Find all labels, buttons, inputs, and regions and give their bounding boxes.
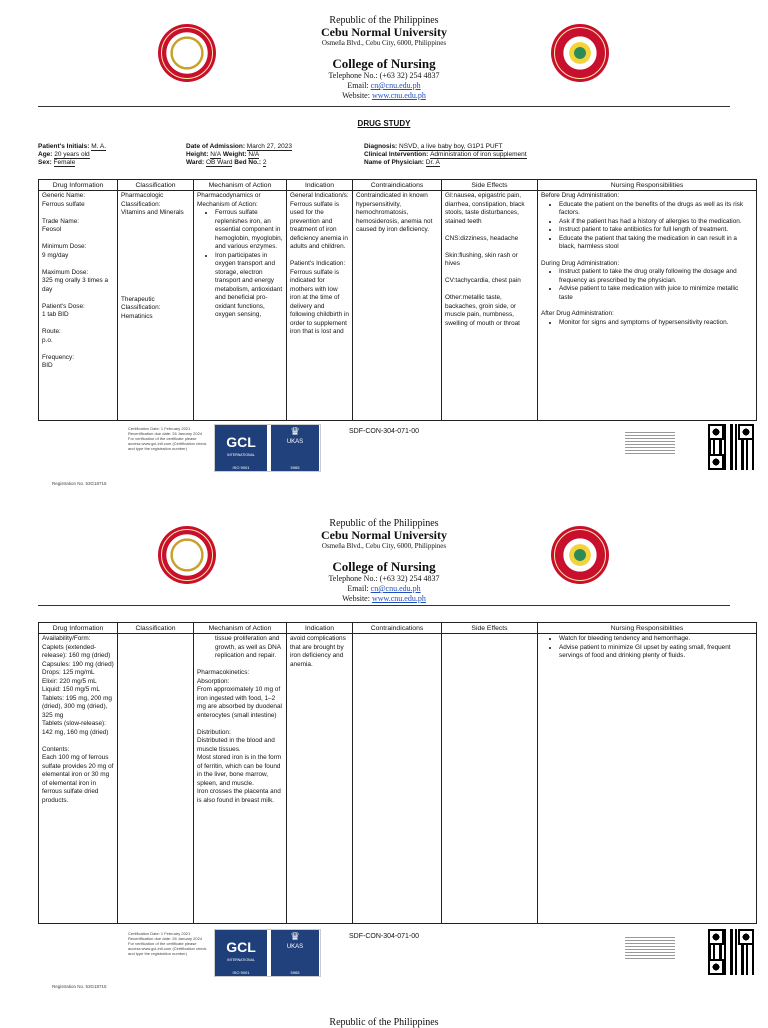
col-header-classification: Classification xyxy=(118,180,194,191)
website-line xyxy=(0,91,768,101)
pharmacokinetics-absorption: Pharmacokinetics: Absorption: From approximately 10 mg of iron ingested with food, 1–2 mg are absorbed by duodenal enterocytes (small intestine) xyxy=(197,669,282,719)
email-line xyxy=(0,584,768,594)
cell-nursing-responsibilities xyxy=(538,191,757,421)
list-item: • Ferrous sulfate replenishes iron, an essential component in hemoglobin, myoglobin, and various enzymes. xyxy=(215,209,283,252)
email-label: Email: xyxy=(347,81,371,90)
before-admin-title: Before Drug Administration: xyxy=(541,192,620,199)
trade-name: Trade Name: Feosol xyxy=(42,217,80,233)
patient-info-col1 xyxy=(38,143,106,167)
after-admin-list xyxy=(541,319,753,328)
during-admin-title: During Drug Administration: xyxy=(541,259,620,267)
distribution: Distribution: Distributed in the blood and muscle tissues. Most stored iron is in the form of ferritin, which can be found in the liver, bone marrow, spleen, and muscle. Iron crosses the placenta and is also found in breast milk. xyxy=(197,728,282,804)
document-code: SDF-CON-304-071-00 xyxy=(348,933,420,940)
college-name: College of Nursing xyxy=(332,559,436,574)
col-header-side-effects: Side Effects xyxy=(442,623,538,634)
after-admin-title: After Drug Administration: xyxy=(541,310,614,317)
list-item: • Educate the patient that taking the medication in can result in a black, harmless stool xyxy=(559,235,753,252)
cell-mechanism xyxy=(194,634,287,924)
height-value: N/A xyxy=(210,151,222,158)
qr-finder xyxy=(738,929,754,945)
cell-classification xyxy=(118,191,194,421)
registration-number: Registration No. 53G18715 xyxy=(52,984,107,989)
crown-icon: ♛ xyxy=(290,931,300,943)
letterhead xyxy=(0,15,768,101)
cell-indication xyxy=(287,634,353,924)
patient-indication: Patient's Indication: Ferrous sulfate is indicated for mothers with low iron at the time of delivery and following childbirth in order to supplement iron that is lost and xyxy=(290,260,349,335)
admission-label: Date of Admission: xyxy=(186,143,247,150)
cell-indication xyxy=(287,191,353,421)
document-page-1 xyxy=(0,0,768,500)
indication-continued: avoid complications that are brought by iron deficiency and anemia. xyxy=(290,635,346,668)
list-item: • Instruct patient to take antibiotics for full length of treatment. xyxy=(559,226,753,235)
col-header-drug-info: Drug Information xyxy=(39,623,118,634)
telephone: Telephone No.: (+63 32) 254 4837 xyxy=(328,574,440,583)
email-link[interactable]: cn@cnu.edu.ph xyxy=(370,81,421,90)
university-name: Cebu Normal University xyxy=(321,528,447,542)
col-header-indication: Indication xyxy=(287,180,353,191)
minimum-dose: Minimum Dose: 9 mg/day xyxy=(42,243,87,259)
list-item: • Advise patient to take medication with juice to minimize metallic taste xyxy=(559,285,753,302)
sex-label: Sex: xyxy=(38,159,54,166)
qr-finder xyxy=(738,424,754,440)
iso-text: ISO 9001 xyxy=(215,970,267,976)
age-value: 20 years old xyxy=(54,151,90,158)
list-item: • Monitor for signs and symptoms of hypersensitivity reaction. xyxy=(559,319,753,328)
page-footer xyxy=(0,424,768,494)
route: Route: p.o. xyxy=(42,328,61,344)
qr-caption-lines xyxy=(625,432,675,456)
initials-value: M. A. xyxy=(91,143,107,150)
qr-finder xyxy=(708,929,724,945)
weight-label: Weight: xyxy=(221,151,249,158)
side-effect-cns: CNS:dizziness, headache xyxy=(445,234,519,242)
moa-continued: tissue proliferation and growth, as well as DNA replication and repair. xyxy=(215,635,281,659)
col-header-classification: Classification xyxy=(118,623,194,634)
university-address: Osmeña Blvd., Cebu City, 6000, Philippines xyxy=(321,542,447,550)
cell-nursing-responsibilities xyxy=(538,634,757,924)
drug-study-table-page2 xyxy=(38,622,757,924)
page-footer xyxy=(0,929,768,999)
table-header-row xyxy=(39,180,757,191)
certification-note: Certification Date: 1 February 2021 Recertification due date: 26 January 2024 For verification of the certificate please access www.gcl-intl.com (Certification check and type the registration number) xyxy=(128,931,207,956)
side-effect-other: Other:metallic taste, backaches, groin side, or muscle pain, numbness, swelling of mouth or throat xyxy=(445,294,520,327)
qr-finder xyxy=(708,454,724,470)
cell-side-effects xyxy=(442,634,538,924)
page-title: DRUG STUDY xyxy=(357,119,411,128)
registration-number: Registration No. 53G18715 xyxy=(52,481,107,486)
intervention-value: Administration of iron supplement xyxy=(430,151,527,158)
republic-text: Republic of the Philippines xyxy=(329,15,439,26)
letterhead xyxy=(0,518,768,604)
crown-icon: ♛ xyxy=(290,426,300,438)
initials-label: Patient's Initials: xyxy=(38,143,92,150)
contents: Contents: Each 100 mg of ferrous sulfate provides 20 mg of elemental iron or 30 mg of elemental iron in ferrous sulfate dried products. xyxy=(42,745,114,804)
cell-side-effects xyxy=(442,191,538,421)
ukas-number: 5965 xyxy=(271,970,319,976)
col-header-contraindications: Contraindications xyxy=(353,180,442,191)
telephone: Telephone No.: (+63 32) 254 4837 xyxy=(328,71,440,80)
qr-finder xyxy=(708,959,724,975)
side-effect-skin: Skin:flushing, skin rash or hives xyxy=(445,251,518,267)
email-label: Email: xyxy=(347,584,371,593)
ukas-text: UKAS xyxy=(286,944,304,950)
header-divider xyxy=(38,106,730,107)
col-header-indication: Indication xyxy=(287,623,353,634)
weight-value: N/A xyxy=(248,151,260,158)
qr-code-block xyxy=(708,424,754,470)
patient-dose: Patient's Dose: 1 tab BID xyxy=(42,302,85,318)
email-link[interactable]: cn@cnu.edu.ph xyxy=(370,584,421,593)
side-effect-gi: GI:nausea, epigastric pain, diarrhea, constipation, black stools, taste disturbances, stained teeth xyxy=(445,192,525,225)
cell-mechanism xyxy=(194,191,287,421)
physician-value: Dr. A xyxy=(425,159,440,166)
document-page-2 xyxy=(0,505,768,1005)
list-item: • Ask if the patient has had a history of allergies to the medication. xyxy=(559,218,753,227)
header-divider xyxy=(38,605,730,606)
moa-list xyxy=(197,209,283,320)
ward-value: OB Ward xyxy=(205,159,233,166)
qr-code-icon xyxy=(680,424,755,470)
document-code: SDF-CON-304-071-00 xyxy=(348,428,420,435)
college-name: College of Nursing xyxy=(332,56,436,71)
qr-caption-lines xyxy=(625,937,675,961)
col-header-nursing-responsibilities: Nursing Responsibilities xyxy=(538,180,757,191)
list-item: • Educate the patient on the benefits of the drugs as well as its risk factors. xyxy=(559,201,753,218)
qr-code-icon xyxy=(680,929,755,975)
general-indication: General Indication/s: Ferrous sulfate is used for the prevention and treatment of iron deficiency anemia in adults and children. xyxy=(290,192,349,250)
patient-info-col2 xyxy=(186,143,292,167)
nursing-list-continued xyxy=(541,635,753,661)
cell-contraindications xyxy=(353,634,442,924)
certification-note: Certification Date: 1 February 2021 Recertification due date: 26 January 2024 For verification of the certificate please access www.gcl-intl.com (Certification check and type the registration number) xyxy=(128,426,207,451)
drug-study-table-page1 xyxy=(38,179,757,421)
cell-contraindications xyxy=(353,191,442,421)
bed-label: Bed No.: xyxy=(232,159,263,166)
qr-finder xyxy=(708,424,724,440)
height-label: Height: xyxy=(186,151,211,158)
cell-drug-info xyxy=(39,634,118,924)
ukas-text: UKAS xyxy=(286,439,304,445)
letterhead-partial xyxy=(0,1017,768,1028)
patient-info-col3 xyxy=(364,143,527,167)
bed-value: 2 xyxy=(262,159,267,166)
physician-label: Name of Physician: xyxy=(364,159,426,166)
republic-text: Republic of the Philippines xyxy=(329,1017,439,1028)
qr-code-block xyxy=(708,929,754,975)
admission-value: March 27, 2023 xyxy=(246,143,292,150)
age-label: Age: xyxy=(38,151,55,158)
website-link[interactable]: www.cnu.edu.ph xyxy=(371,91,426,100)
side-effect-cv: CV:tachycardia, chest pain xyxy=(445,277,521,284)
university-address: Osmeña Blvd., Cebu City, 6000, Philippines xyxy=(321,39,447,47)
table-row xyxy=(39,191,757,421)
col-header-nursing-responsibilities: Nursing Responsibilities xyxy=(538,623,757,634)
website-line xyxy=(0,594,768,604)
gcl-sub: INTERNATIONAL xyxy=(227,453,255,457)
gcl-mark: GCL xyxy=(215,930,267,970)
frequency: Frequency: BID xyxy=(42,353,74,369)
moa-intro: Pharmacodynamics or Mechanism of Action: xyxy=(197,192,261,208)
diagnosis-value: NSVD, a live baby boy, G1P1 PUFT xyxy=(399,143,503,150)
website-label: Website: xyxy=(342,594,372,603)
during-admin-list xyxy=(541,268,753,302)
col-header-drug-info: Drug Information xyxy=(39,180,118,191)
sex-value: Female xyxy=(53,159,76,166)
before-admin-list xyxy=(541,201,753,252)
list-item: • Instruct patient to take the drug orally following the dosage and frequency as prescribed by the physician. xyxy=(559,268,753,285)
email-line xyxy=(0,81,768,91)
list-item: • Iron participates in oxygen transport and storage, electron transport and energy metabolism, antioxidant and beneficial pro-oxidant functions, oxygen sensing, xyxy=(215,252,283,320)
university-name: Cebu Normal University xyxy=(321,25,447,39)
ward-label: Ward: xyxy=(186,159,206,166)
cell-drug-info xyxy=(39,191,118,421)
republic-text: Republic of the Philippines xyxy=(329,518,439,529)
website-label: Website: xyxy=(342,91,372,100)
col-header-contraindications: Contraindications xyxy=(353,623,442,634)
iso-text: ISO 9001 xyxy=(215,465,267,471)
cell-classification xyxy=(118,634,194,924)
diagnosis-label: Diagnosis: xyxy=(364,143,400,150)
website-link[interactable]: www.cnu.edu.ph xyxy=(371,594,426,603)
document-page-3-partial xyxy=(0,1012,768,1028)
therapeutic-classification: Therapeutic Classification: Hematinics xyxy=(121,295,161,320)
maximum-dose: Maximum Dose: 325 mg orally 3 times a day xyxy=(42,268,109,293)
pharmacologic-classification: Pharmacologic Classification: Vitamins and Minerals xyxy=(121,192,184,216)
list-item: • Watch for bleeding tendency and hemorrhage. xyxy=(559,635,753,644)
table-row xyxy=(39,634,757,924)
availability-form: Availability/Form: Caplets (extended-release): 160 mg (dried) Capsules: 190 mg (dried) Drops: 125 mg/mL Elixir: 220 mg/5 mL Liquid: 150 mg/5 mL Tablets: 195 mg, 200 mg (dried), 300 mg (dried), 325 mg Tablets (slow-release): 142 mg, 160 mg (dried) xyxy=(42,635,114,736)
gcl-mark: GCL xyxy=(215,425,267,465)
intervention-label: Clinical Intervention: xyxy=(364,151,431,158)
gcl-sub: INTERNATIONAL xyxy=(227,958,255,962)
col-header-mechanism: Mechanism of Action xyxy=(194,623,287,634)
generic-name: Generic Name: Ferrous sulfate xyxy=(42,192,85,208)
ukas-number: 5965 xyxy=(271,465,319,471)
col-header-mechanism: Mechanism of Action xyxy=(194,180,287,191)
table-header-row xyxy=(39,623,757,634)
list-item: • Advise patient to minimize GI upset by eating small, frequent servings of food and drinking plenty of fluids. xyxy=(559,644,753,661)
contraindications-text: Contraindicated in known hypersensitivity, hemochromatosis, hemosiderosis, anemia not caused by iron deficiency. xyxy=(356,192,433,233)
col-header-side-effects: Side Effects xyxy=(442,180,538,191)
